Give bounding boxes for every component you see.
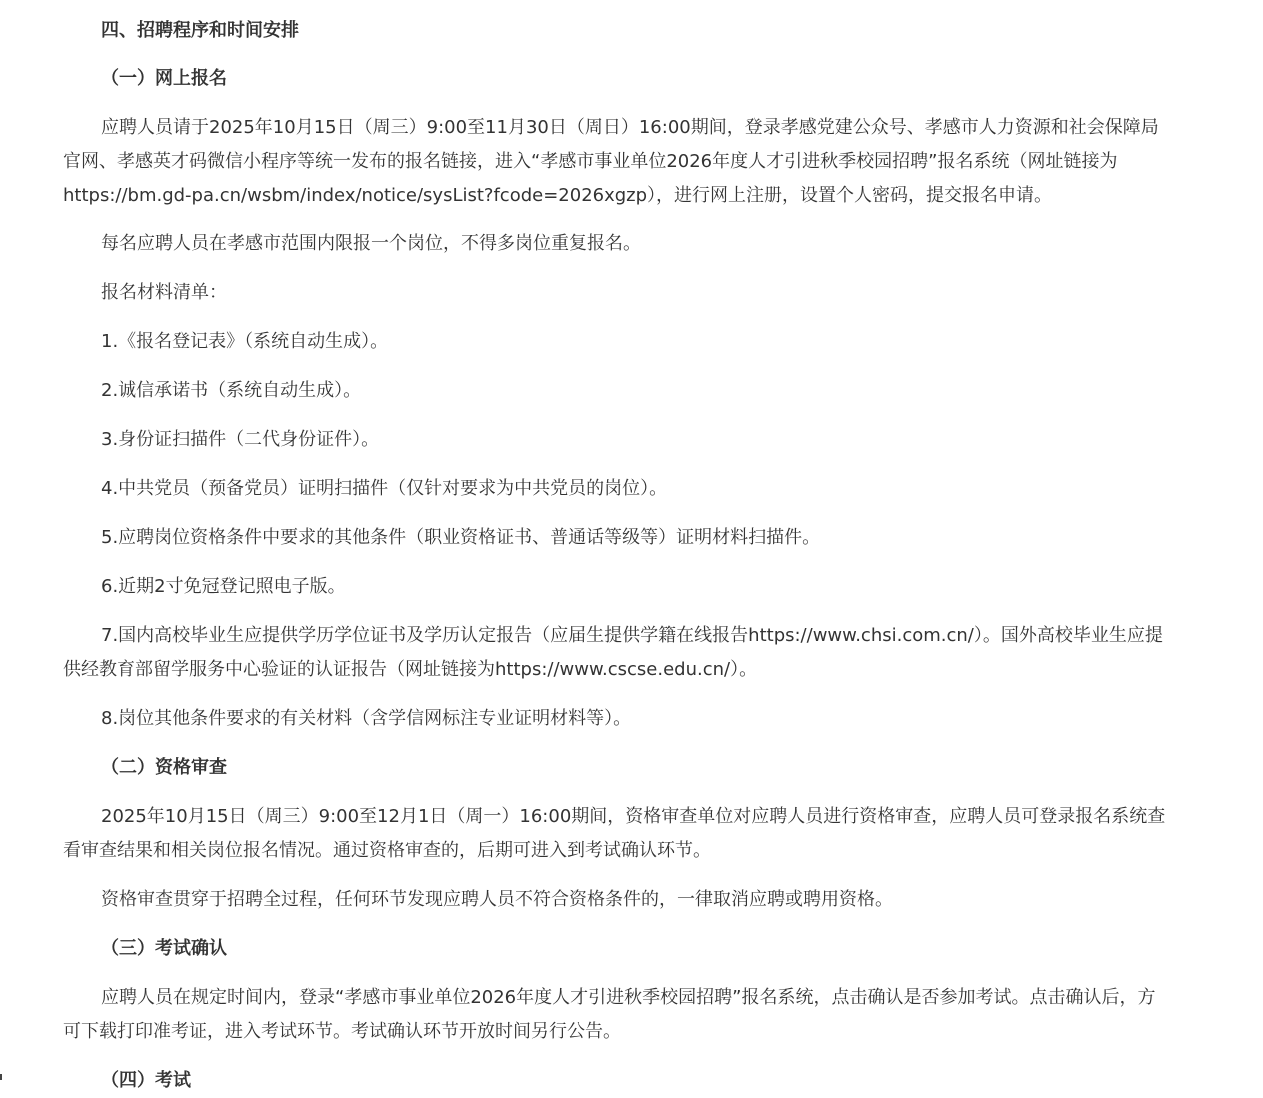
registration-paragraph <box>63 111 1205 213</box>
material-item: 3.身份证扫描件（二代身份证件）。 <box>101 429 380 450</box>
subsection-title-qualification-review: （二）资格审查 <box>101 757 227 778</box>
materials-heading: 报名材料清单： <box>101 282 227 303</box>
registration-line-2: 官网、孝感英才码微信小程序等统一发布的报名链接，进入“孝感市事业单位2026年度人才引进秋季校园招聘”报名系统（网址链接为 <box>63 151 1118 172</box>
section-title: 四、招聘程序和时间安排 <box>101 20 299 41</box>
registration-line-3: https://bm.gd-pa.cn/wsbm/index/notice/sysList?fcode=2026xgzp），进行网上注册，设置个人密码，提交报名申请。 <box>63 185 1053 206</box>
subsection-title-online-registration: （一）网上报名 <box>101 68 227 89</box>
material-item-7-line-1: 7.国内高校毕业生应提供学历学位证书及学历认定报告（应届生提供学籍在线报告https://www.chsi.com.cn/）。国外高校毕业生应提 <box>101 625 1163 646</box>
registration-line-1: 应聘人员请于2025年10月15日（周三）9:00至11月30日（周日）16:00期间，登录孝感党建公众号、孝感市人力资源和社会保障局 <box>101 117 1159 138</box>
text-cursor-mark <box>0 1074 2 1080</box>
exam-confirmation-paragraph <box>63 981 1205 1049</box>
exam-confirmation-line-2: 可下载打印准考证，进入考试环节。考试确认环节开放时间另行公告。 <box>63 1021 621 1042</box>
material-item: 2.诚信承诺书（系统自动生成）。 <box>101 380 362 401</box>
subsection-title-exam: （四）考试 <box>101 1070 191 1091</box>
exam-confirmation-line-1: 应聘人员在规定时间内，登录“孝感市事业单位2026年度人才引进秋季校园招聘”报名系统，点击确认是否参加考试。点击确认后，方 <box>101 987 1156 1008</box>
material-item: 1.《报名登记表》（系统自动生成）。 <box>101 331 389 352</box>
review-paragraph <box>63 800 1205 868</box>
subsection-title-exam-confirmation: （三）考试确认 <box>101 938 227 959</box>
material-item: 6.近期2寸免冠登记照电子版。 <box>101 576 346 597</box>
material-item: 5.应聘岗位资格条件中要求的其他条件（职业资格证书、普通话等级等）证明材料扫描件。 <box>101 527 821 548</box>
material-item: 4.中共党员（预备党员）证明扫描件（仅针对要求为中共党员的岗位）。 <box>101 478 668 499</box>
material-item-7 <box>63 619 1205 687</box>
material-item-7-line-2: 供经教育部留学服务中心验证的认证报告（网址链接为https://www.cscse.edu.cn/）。 <box>63 659 758 680</box>
review-throughout-rule: 资格审查贯穿于招聘全过程，任何环节发现应聘人员不符合资格条件的，一律取消应聘或聘用资格。 <box>101 889 893 910</box>
material-item-8: 8.岗位其他条件要求的有关材料（含学信网标注专业证明材料等）。 <box>101 708 632 729</box>
single-post-rule: 每名应聘人员在孝感市范围内限报一个岗位，不得多岗位重复报名。 <box>101 233 641 254</box>
review-line-1: 2025年10月15日（周三）9:00至12月1日（周一）16:00期间，资格审查单位对应聘人员进行资格审查，应聘人员可登录报名系统查 <box>101 806 1166 827</box>
review-line-2: 看审查结果和相关岗位报名情况。通过资格审查的，后期可进入到考试确认环节。 <box>63 840 711 861</box>
